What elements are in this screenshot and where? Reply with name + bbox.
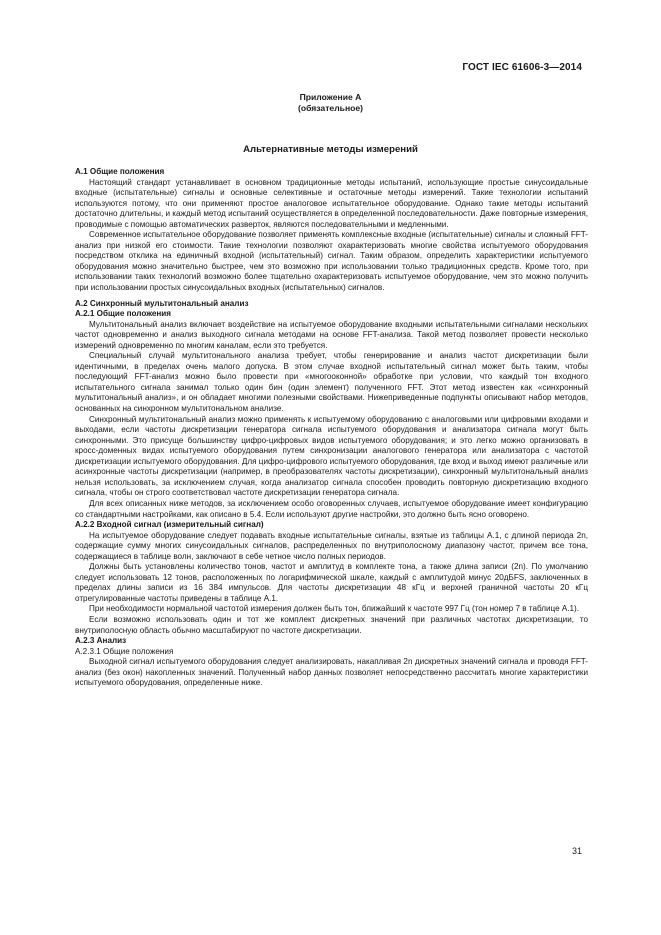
subsection-heading-a21: А.2.1 Общие положения [75,309,172,319]
paragraph: Современное испытательное оборудование позволяет применять комплексные входные (испытательные) сигналы и сложный FFT-анализ при низкой его стоимости. Такие технологии позволяют охарактеризовать многие свойства испытуемого оборудования посредством отклика на единичный входной (испытательный) сигнал. Таким образом, определить характеристики испытуемого оборудования можно значительно быстрее, чем это возможно при использовании только традиционных средств. Кроме того, при использовании таких технологий возможно более тщательно охарактеризовать испытуемое оборудование, чем это можно получить при использовании простых синусоидальных входных (испытательных) сигналов. [75,230,588,293]
paragraph: Должны быть установлены количество тонов, частот и амплитуд в комплекте тона, а также длина записи (2n). По умолчанию следует использовать 12 тонов, расположенных по логарифмической шкале, каждый с амплитудой минус 20дБFS, заключенных в пределах длины записи из 16 384 импульсов. Для частоты дискретизации 48 кГц и верхней граничной частоты 20 кГц отрегулированные частоты приведены в таблице А.1. [75,562,588,603]
section-heading-a1: А.1 Общие положения [75,167,165,176]
page-title: Альтернативные методы измерений [243,144,418,155]
section-heading-a2: А.2 Синхронный мультитональный анализ [75,298,249,308]
document-id: ГОСТ IEC 61606-3—2014 [462,62,582,73]
subsection-heading-a23: А.2.3 Анализ [75,636,127,646]
paragraph: На испытуемое оборудование следует подавать входные испытательные сигналы, взятые из таблицы А.1, с длиной периода 2n, содержащие сумму многих синусоидальных сигналов, распределенных по внутриполосному диапазону частот, причем все тона, содержащиеся в таблице волн, заключают в себе четное число полных периодов. [75,530,588,561]
paragraph: Выходной сигнал испытуемого оборудования следует анализировать, накапливая 2n дискретных значений сигнала и проводя FFT-анализ (без окон) накопленных значений. Полученный набор данных позволяет непосредственно рассчитать многие характеристики испытуемого оборудования, определенные ниже. [75,657,588,688]
appendix-heading [0,92,661,114]
paragraph: Синхронный мультитональный анализ можно применять к испытуемому оборудованию с аналоговыми или цифровыми входами и выходами, если частоты дискретизации генератора сигнала испытуемого оборудования и анализатора сигнала могут быть синхронными. Это присуще большинству цифро-цифровых видов испытуемого оборудования; и это легко можно организовать в кросс-доменных видах испытуемого оборудования путем синхронизации аналогового генератора или анализатора с частотой дискретизации испытуемого оборудования. Для цифро-цифрового испытуемого оборудования, где вход и выход имеют различные или асинхронные частоты дискретизации (например, в преобразователях частоты дискретизации), синхронный мультитональный анализ нельзя использовать, за исключением случая, когда анализатор сигнала способен проводить повторную дискретизацию входного сигнала, чтобы он строго соответствовал частоте дискретизации генератора сигнала. [75,414,588,498]
paragraph: При необходимости нормальной частотой измерения должен быть тон, ближайший к частоте 997 Гц (тон номер 7 в таблице А.1). [89,604,580,614]
document-body [75,167,588,689]
subsection-heading-a22: А.2.2 Входной сигнал (измерительный сигнал) [75,520,264,530]
page-number: 31 [571,846,582,856]
appendix-title: Приложение А [299,92,362,102]
paragraph: Настоящий стандарт устанавливает в основном традиционные методы испытаний, использующие простые синусоидальные входные (испытательные) сигналы и основные селективные и остаточные методы измерений. Такие технологии испытаний используются потому, что они применяют простое аналоговое испытательное оборудование. Однако такие методы испытаний достаточно длительны, и каждый метод испытаний осуществляется в определенной последовательности. Даже повторные измерения, проводимые с помощью автоматических разверток, являются последовательными и медленными. [75,177,588,229]
subsection-heading-a231: А.2.3.1 Общие положения [75,646,174,656]
paragraph: Мультитональный анализ включает воздействие на испытуемое оборудование входными испытательными сигналами нескольких частот одновременно и анализ выходного сигнала методами на основе FFT-анализа. Такой метод позволяет провести несколько измерений одновременно по многим каналам, если это требуется. [75,319,588,350]
appendix-status: (обязательное) [297,103,364,113]
paragraph: Для всех описанных ниже методов, за исключением особо оговоренных случаев, испытуемое оборудование имеет конфигурацию со стандартными настройками, как описано в 5.4. Если используют другие настройки, это должно быть ясно оговорено. [75,498,588,519]
paragraph: Специальный случай мультитонального анализа требует, чтобы генерирование и анализ частот дискретизации были идентичными, в пределах очень малого допуска. В этом случае входной испытательный сигнал может быть таким, чтобы последующий FFT-анализ можно было провести при «многооконной» обработке при условии, что каждый тон входного испытательного сигнала занимал только один бин (один элемент) полученного FFT. Этот метод известен как «синхронный мультитональный анализ», и он обладает многими полезными свойствами. Нижеприведенные подпункты описывают набор методов, основанных на синхронном мультитональном анализе. [75,351,588,414]
paragraph: Если возможно использовать один и тот же комплект дискретных значений при различных частотах дискретизации, то внутриполосную область обычно масштабируют по частоте дискретизации. [75,614,588,635]
